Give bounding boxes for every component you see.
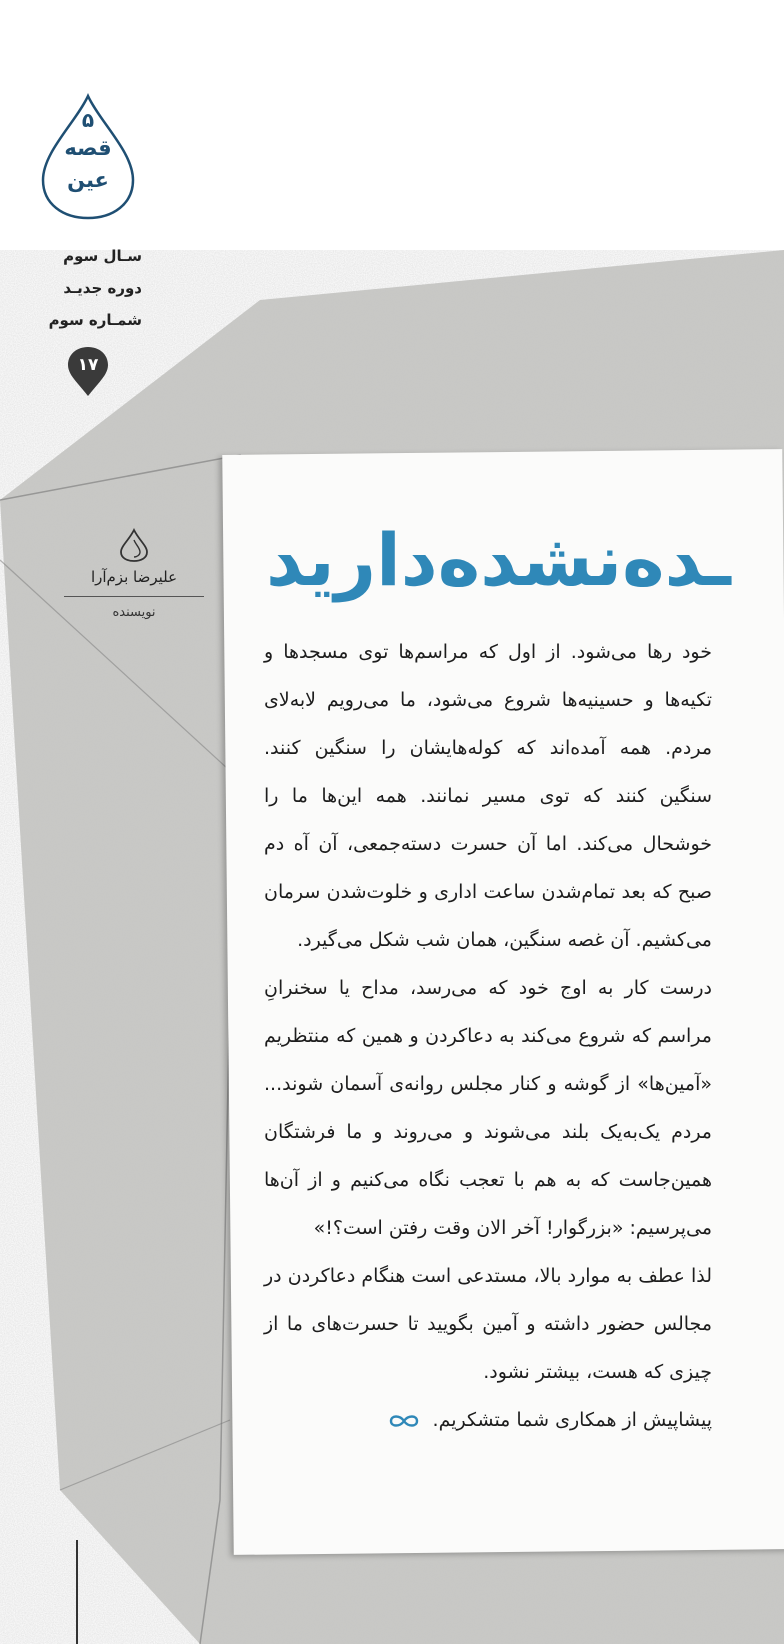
section-badge	[38, 92, 138, 222]
infinity-icon	[387, 1413, 421, 1429]
section-title-line-2: عین	[67, 168, 109, 192]
issue-series: دوره جدیـد	[63, 279, 142, 297]
author-name: علیرضا بزم‌آرا	[90, 568, 178, 586]
page-edge-line	[76, 1540, 78, 1644]
page-marker	[66, 345, 110, 397]
author-tag	[60, 528, 208, 620]
closing-line: پیشاپیش از همکاری شما متشکریم.	[432, 1409, 712, 1431]
paragraph: درست کار به اوج خود که می‌رسد، مداح یا سخنرانِ مراسم که شروع می‌کند به دعاکردن و همین که منتظریم «آمین‌ها» از گوشه و کنار مجلس روانه‌ی آسمان شوند... مردم یک‌به‌یک بلند می‌شوند و می‌روند و ما فرشتگان همین‌جاست که به هم با تعجب نگاه می‌کنیم و از آن‌ها می‌پرسیم: «بزرگوار! آخر الان وقت رفتن است؟!»	[264, 977, 712, 1239]
paragraph: خود رها می‌شود. از اول که مراسم‌ها توی مسجدها و تکیه‌ها و حسینیه‌ها شروع می‌شود، ما می‌رویم لابه‌لای مردم. همه آمده‌اند که کوله‌هایشان را سنگین کنند. سنگین کنند که توی مسیر نمانند. همه این‌ها ما را خوشحال می‌کند. اما آن حسرت دسته‌جمعی، آن آه دم صبح که بعد تمام‌شدن ساعت اداری و خلوت‌شدن سرمان می‌کشیم. آن غصه سنگین، همان شب شکل می‌گیرد.	[264, 641, 712, 951]
drop-icon	[119, 528, 149, 562]
section-title-line-1: قصه	[64, 136, 112, 160]
author-role: نویسنده	[112, 605, 156, 620]
page-number: ۱۷	[77, 355, 99, 375]
issue-year: سـال سوم	[63, 247, 142, 265]
paragraph-closing	[264, 1396, 712, 1444]
issue-info	[30, 240, 142, 336]
issue-number: شمـاره سوم	[48, 311, 142, 329]
paragraph: لذا عطف به موارد بالا، مستدعی است هنگام دعاکردن در مجالس حضور داشته و آمین بگویید تا حسرت‌های ما از چیزی که هست، بیشتر نشود.	[264, 1265, 712, 1383]
section-number: ۵	[81, 108, 95, 132]
author-divider	[64, 596, 204, 597]
article-body	[264, 628, 712, 1444]
article-headline: ـده‌نشده‌دارید	[266, 518, 731, 602]
